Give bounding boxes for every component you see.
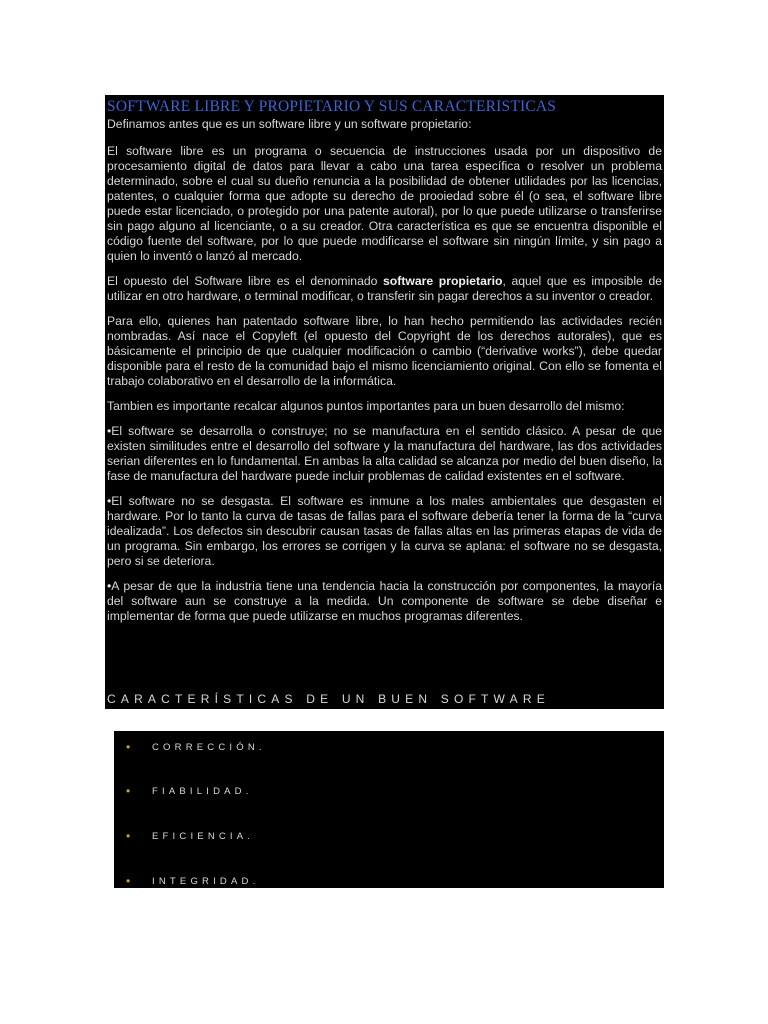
list-item <box>126 829 254 843</box>
bullet-mark: • <box>107 424 112 438</box>
paragraph-text: El opuesto del Software libre es el denominado <box>107 274 384 288</box>
list-item <box>126 874 259 888</box>
bullet-paragraph <box>107 494 662 569</box>
list-item-label: EFICIENCIA. <box>152 830 255 842</box>
bold-term: software propietario <box>383 274 503 288</box>
bullet-mark: • <box>107 494 112 508</box>
bullet-icon: • <box>126 740 131 754</box>
bullet-paragraph <box>107 579 662 624</box>
bullet-icon: • <box>126 874 131 888</box>
bullet-paragraph <box>107 424 662 484</box>
paragraph-copyleft: Para ello, quienes han patentado software libre, lo han hecho permitiendo las actividades recién nombradas. Así nace el Copyleft (el opuesto del Copyright de los derechos autorales), que es básicamente el principio de que cualquier modificación o cambio (“derivative works”), debe quedar disponible para el resto de la comunidad bajo el mismo licenciamiento original. Con ello se fomenta el trabajo colaborativo en el desarrollo de la informática. <box>107 314 662 388</box>
paragraph-text: , aquel que es imposible de utilizar en otro hardware, o terminal modificar, o transferir sin pagar derechos a su inventor o creador. <box>107 274 663 303</box>
characteristics-list <box>114 731 664 888</box>
bullet-icon: • <box>126 829 131 843</box>
section-heading: CARACTERÍSTICAS DE UN BUEN SOFTWARE <box>107 692 550 706</box>
list-item-label: INTEGRIDAD. <box>152 875 260 887</box>
paragraph-software-libre: El software libre es un programa o secuencia de instrucciones usada por un dispositivo de procesamiento digital de datos para llevar a cabo una tarea específica o resolver un problema determinado, sobre el cual su dueño renuncia a la posibilidad de obtener utilidades por las licencias, patentes, o cualquier forma que adopte su derecho de prooiedad sobre él (o sea, el software libre puede estar licenciado, o protegido por una patente autoral), por lo que puede utilizarse o transferirse sin pago alguno al licenciante, o a su creador. Otra característica es que se encuentra disponible el código fuente del software, por lo que puede modificarse el software sin ningún límite, y sin pago a quien lo inventó o lanzó al mercado. <box>107 144 662 263</box>
paragraph-puntos: Tambien es importante recalcar algunos puntos importantes para un buen desarrollo del mismo: <box>107 399 625 413</box>
page-title: SOFTWARE LIBRE Y PROPIETARIO Y SUS CARACTERISTICAS <box>107 98 557 115</box>
bullet-text: El software no se desgasta. El software es inmune a los males ambientales que desgasten el hardware. Por lo tanto la curva de tasas de fallas para el software debería tener la forma de la “curva idealizada”. Los defectos sin descubrir causan tasas de fallas altas en las primeras etapas de vida de un programa. Sin embargo, los errores se corrigen y la curva se aplana: el software no se desgasta, pero si se deteriora. <box>107 494 662 568</box>
bullet-text: A pesar de que la industria tiene una tendencia hacia la construcción por componentes, la mayoría del software aun se construye a la medida. Un componente de software se debe diseñar e implementar de forma que puede utilizarse en muchos programas diferentes. <box>107 579 662 623</box>
list-item <box>126 740 266 754</box>
bullet-icon: • <box>126 784 131 798</box>
list-item-label: CORRECCIÓN. <box>152 741 266 753</box>
bullet-text: El software se desarrolla o construye; no se manufactura en el sentido clásico. A pesar de que existen similitudes entre el desarrollo del software y la manufactura del hardware, las dos actividades serian diferentes en lo fundamental. En ambas la alta calidad se alcanza por medio del buen diseño, la fase de manufactura del hardware puede incluir problemas de calidad existentes en el software. <box>107 424 662 483</box>
list-item <box>126 784 253 798</box>
intro-paragraph: Definamos antes que es un software libre y un software propietario: <box>107 117 472 131</box>
content-block <box>105 95 664 709</box>
paragraph-software-propietario <box>107 274 662 304</box>
list-item-label: FIABILIDAD. <box>152 785 253 797</box>
bullet-mark: • <box>107 579 112 593</box>
